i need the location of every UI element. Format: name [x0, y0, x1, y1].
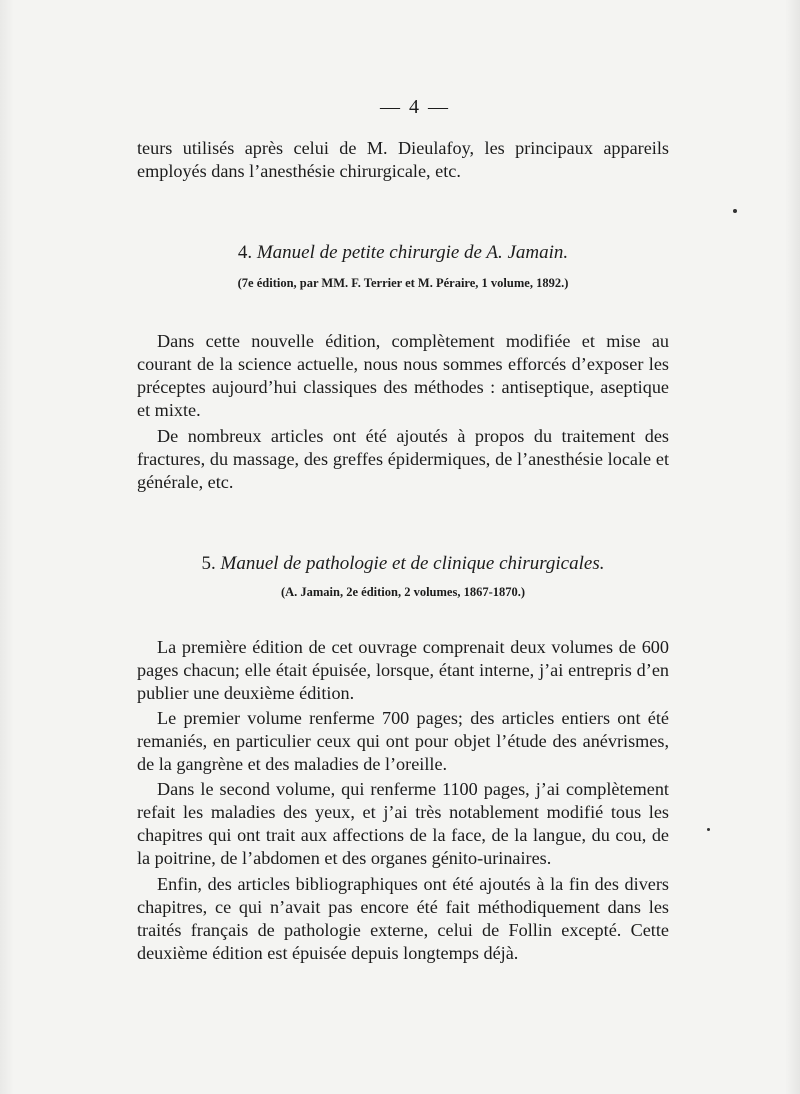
- section-4-heading: [137, 242, 669, 264]
- section-5-paragraph-3: Dans le second volume, qui renferme 1100 pages, j’ai complètement refait les maladies des yeux, et j’ai très notablement modifié tous les chapitres qui ont trait aux affections de la face, de la langue, du cou, de la poitrine, de l’abdomen et des organes génito-urinaires.: [137, 779, 669, 868]
- ink-speck: [733, 209, 737, 213]
- ink-speck: [707, 828, 710, 831]
- section-5-paragraph-2: Le premier volume renferme 700 pages; des articles entiers ont été remaniés, en particulier ceux qui ont pour objet l’étude des anévrismes, de la gangrène et des maladies de l’oreille.: [137, 708, 669, 774]
- section-5-number: 5.: [201, 553, 216, 574]
- section-4-number: 4.: [237, 242, 253, 263]
- section-5-paragraph-1: La première édition de cet ouvrage comprenait deux volumes de 600 pages chacun; elle était épuisée, lorsque, étant interne, j’ai entrepris d’en publier une deuxième édition.: [137, 637, 669, 703]
- section-4-edition: (7e édition, par MM. F. Terrier et M. Péraire, 1 volume, 1892.): [237, 276, 569, 290]
- section-4-title: Manuel de petite chirurgie de A. Jamain.: [256, 242, 569, 263]
- section-4-paragraph-2: De nombreux articles ont été ajoutés à propos du traitement des fractures, du massage, des greffes épidermiques, de l’anesthésie locale et générale, etc.: [137, 426, 669, 492]
- section-5-title: Manuel de pathologie et de clinique chirurgicales.: [220, 553, 605, 574]
- section-5-paragraph-4: Enfin, des articles bibliographiques ont été ajoutés à la fin des divers chapitres, ce qui n’avait pas encore été fait méthodiquement dans les traités français de pathologie externe, celui de Follin excepté. Cette deuxième édition est épuisée depuis longtemps déjà.: [137, 874, 669, 963]
- intro-paragraph: teurs utilisés après celui de M. Dieulafoy, les principaux appareils employés dans l’anesthésie chirurgicale, etc.: [137, 138, 669, 181]
- section-5-edition: (A. Jamain, 2e édition, 2 volumes, 1867-1870.): [280, 585, 526, 599]
- page-number: — 4 —: [380, 96, 450, 118]
- section-4-paragraph-1: Dans cette nouvelle édition, complètement modifiée et mise au courant de la science actuelle, nous nous sommes efforcés d’exposer les préceptes aujourd’hui classiques des méthodes : antiseptique, aseptique et mixte.: [137, 331, 669, 420]
- section-5-heading: [137, 553, 669, 575]
